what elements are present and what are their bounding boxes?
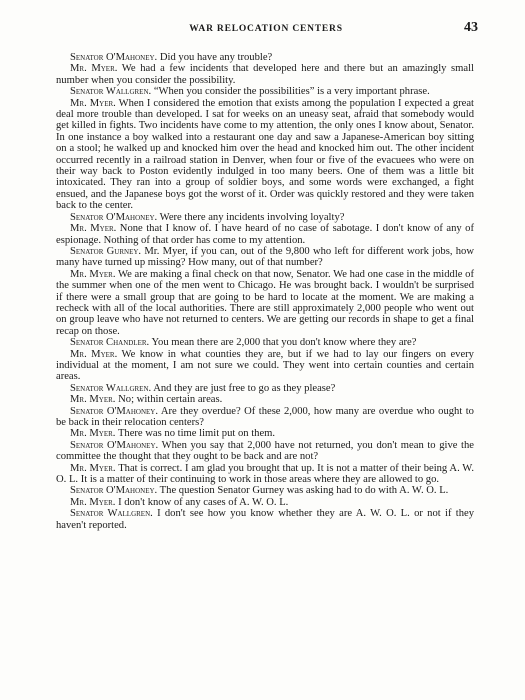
speaker-name: Senator O'Mahoney. [70,52,158,63]
page-number: 43 [464,20,478,35]
speech-text: There was no time limit put on them. [117,428,276,440]
speaker-name: Mr. Myer. [70,496,116,508]
speech-text: Were there any incidents involving loyalty? [159,211,345,223]
transcript-body [56,52,474,531]
speech-text: No; within certain areas. [118,394,223,406]
transcript-paragraph [56,52,474,63]
speaker-name: Senator O'Mahoney. [70,211,158,223]
speech-text: None that I know of. I have heard of no case of sabotage. I don't know of any of espionage. Nothing of that order has come to my attention. [56,223,474,246]
speaker-name: Mr. Myer. [70,348,118,360]
transcript-paragraph [56,508,474,531]
speech-text: We are making a final check on that now, Senator. We had one case in the middle of the summer when one of the men went to Chicago. He was brought back. I wouldn't be surprised if there were a small group that are going to be hard to locate at the moment. We are making a recheck with all of the local authorities. There are still approximately 2,000 people who went out on group leave who have not returned to centers. We are getting our records in shape to get a final recap on those. [56,268,474,337]
page-header [56,20,478,40]
transcript-paragraph [56,98,474,212]
speaker-name: Senator Wallgren. [70,508,153,520]
transcript-paragraph [56,394,474,405]
transcript-paragraph [56,485,474,496]
running-head: WAR RELOCATION CENTERS [189,24,343,34]
speech-text: Mr. Myer, if you can, out of the 9,800 who left for different work jobs, how many have turned up missing? How many, out of that number? [56,245,475,269]
transcript-paragraph [56,349,474,383]
speaker-name: Mr. Myer. [70,97,116,109]
speech-text: You mean there are 2,000 that you don't know where they are? [151,337,417,349]
transcript-paragraph [56,440,474,463]
transcript-paragraph [56,63,474,86]
speaker-name: Senator O'Mahoney. [70,485,158,497]
speech-text: That is correct. I am glad you brought that up. It is not a matter of their being A. W. O. L. It is a matter of their continuing to work in those areas where they are allowed to go. [56,462,474,486]
speech-text: When you say that 2,000 have not returned, you don't mean to give the committee the thought that they ought to be back and are not? [56,439,474,463]
transcript-paragraph [56,269,474,337]
speaker-name: Mr. Myer. [70,428,116,440]
transcript-paragraph [56,337,474,348]
speech-text: Did you have any trouble? [159,52,273,63]
speech-text: And they are just free to go as they please? [153,382,336,394]
speech-text: “When you consider the possibilities” is a very important phrase. [153,86,430,98]
speech-text: I don't know of any cases of A. W. O. L. [118,496,289,508]
transcript-paragraph [56,463,474,486]
transcript-paragraph [56,246,474,269]
transcript-paragraph [56,406,474,429]
speaker-name: Mr. Myer. [70,223,117,235]
speech-text: The question Senator Gurney was asking had to do with A. W. O. L. [159,485,449,497]
speaker-name: Senator O'Mahoney. [70,439,159,451]
transcript-paragraph [56,428,474,439]
speech-text: We know in what counties they are, but if we had to lay our fingers on every individual at the moment, I am not sure we could. They went into certain counties and certain areas. [56,348,474,383]
speaker-name: Senator O'Mahoney. [70,405,158,417]
transcript-paragraph [56,497,474,508]
speaker-name: Mr. Myer. [70,394,116,406]
speech-text: Are they overdue? Of these 2,000, how many are overdue who ought to be back in their relocation centers? [56,405,474,428]
transcript-paragraph [56,223,474,246]
transcript-paragraph [56,383,474,394]
speech-text: I don't see how you know whether they are A. W. O. L. or not if they haven't reported. [56,508,474,531]
transcript-paragraph [56,212,474,223]
speaker-name: Senator Gurney. [70,245,142,257]
speaker-name: Senator Wallgren. [70,86,152,98]
speaker-name: Mr. Myer. [70,268,116,280]
speaker-name: Senator Wallgren. [70,382,152,394]
speaker-name: Mr. Myer. [70,462,116,474]
speech-text: When I considered the emotion that exists among the population I expected a great deal more trouble than developed. I sat for weeks on an uneasy seat, afraid that somebody would get killed in fights. Two incidents have come to my attention, the only ones I know about, Senator. In one instance a boy walked into a restaurant one day and saw a Japanese-American boy sitting on a stool; he walked up and knocked him over the head and knocked him out. The other incident occurred recently in a railroad station in Denver, when four or five of the evacuees who were on their way back to Poston evidently indulged in too many beers. One of them was a little bit intoxicated. They ran into a group of soldier boys, and some words were exchanged, a fight ensued, and the Japanese boys got the worst of it. Order was quickly restored and they were taken back to the center. [56,97,474,212]
transcript-paragraph [56,86,474,97]
speaker-name: Senator Chandler. [70,337,150,349]
speech-text: We had a few incidents that developed here and there but an amazingly small number when you consider the possibility. [56,63,474,86]
speaker-name: Mr. Myer. [70,63,118,75]
